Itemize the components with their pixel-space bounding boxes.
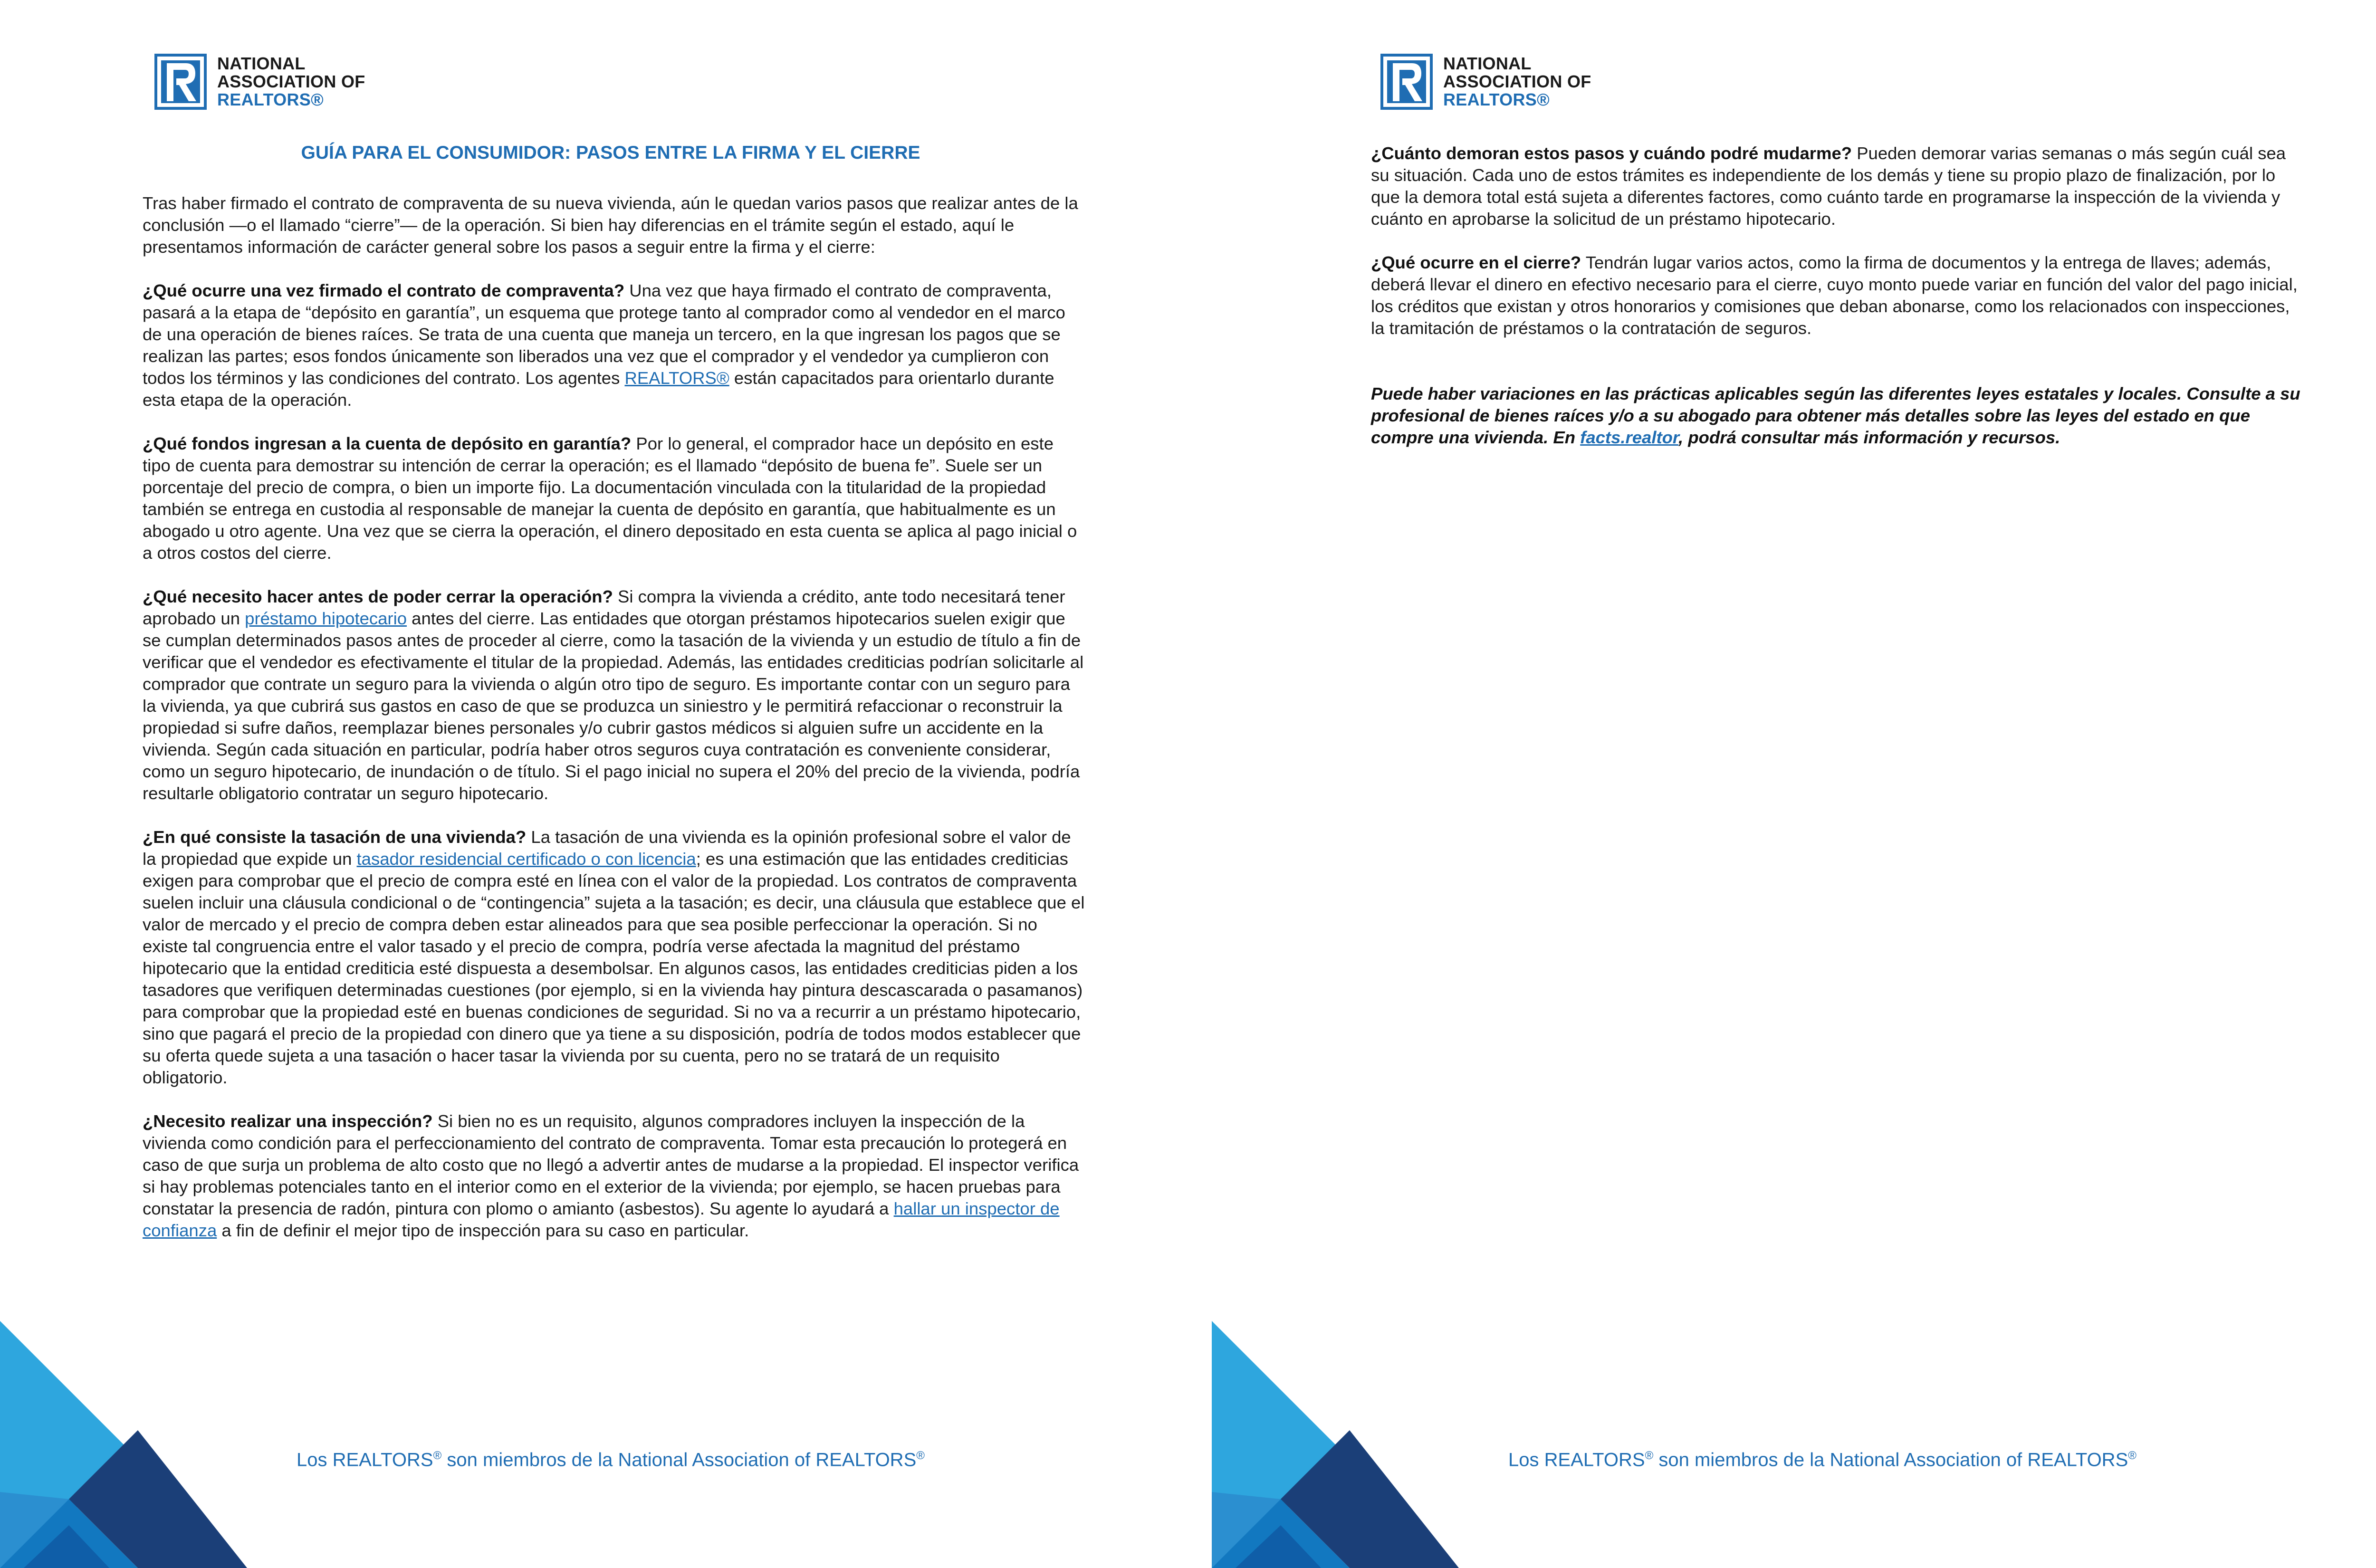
section-inspection bbox=[143, 1110, 1086, 1242]
mortgage-loan-link[interactable]: préstamo hipotecario bbox=[245, 609, 407, 628]
section-text: a fin de definir el mejor tipo de inspección para su caso en particular. bbox=[217, 1221, 749, 1240]
section-before-closing bbox=[143, 586, 1086, 804]
section-escrow-start bbox=[143, 280, 1086, 411]
disclaimer-note: Puede haber variaciones en las prácticas aplicables según las diferentes leyes estatales y locales. Consulte a su profesional de bienes raíces y/o a su abogado para obtener más detalles sobre las leyes del estado en que compre una vivienda. En facts.realtor, podrá consultar más información y recursos. bbox=[1371, 384, 2300, 447]
footer-membership-note: Los REALTORS® son miembros de la National Association of REALTORS® bbox=[1508, 1449, 2136, 1471]
intro-paragraph: Tras haber firmado el contrato de compraventa de su nueva vivienda, aún le quedan varios pasos que realizar antes de la conclusión —o el llamado “cierre”— de la operación. Si bien hay diferencias en el trámite según el estado, aquí le presentamos información de carácter general sobre los pasos a seguir entre la firma y el cierre: bbox=[143, 193, 1078, 257]
logo-wordmark bbox=[1443, 55, 1591, 109]
find-inspector-link[interactable]: hallar un inspector de confianza bbox=[143, 1199, 1060, 1240]
nar-logo bbox=[154, 53, 365, 110]
logo-line-3: REALTORS® bbox=[1443, 90, 1550, 109]
footer-membership-note: Los REALTORS® son miembros de la National Association of REALTORS® bbox=[297, 1449, 925, 1471]
logo-line-3: REALTORS® bbox=[217, 90, 324, 109]
facts-realtor-link[interactable]: facts.realtor bbox=[1580, 428, 1679, 447]
section-text: Tendrán lugar varios actos, como la firma de documentos y la entrega de llaves; además, deberá llevar el dinero en efectivo necesario para el cierre, cuyo monto puede variar en función del valor del pago inicial, los créditos que existan y otros honorarios y comisiones que deban abonarse, como los relacionados con inspecciones, la tramitación de préstamos o la contratación de seguros. bbox=[1371, 253, 2298, 338]
section-text: Una vez que haya firmado el contrato de compraventa, pasará a la etapa de “depósito en garantía”, un esquema que protege tanto al comprador como al vendedor en el marco de una operación de bienes raíces. Se trata de una cuenta que maneja un tercero, en la que ingresan los pagos que se realizan las partes; esos fondos únicamente son liberados una vez que el comprador y el vendedor ya cumplieron con todos los términos y las condiciones del contrato. Los agentes bbox=[143, 281, 1065, 388]
section-text: Por lo general, el comprador hace un depósito en este tipo de cuenta para demostrar su intención de cerrar la operación; es el llamado “depósito de buena fe”. Suele ser un porcentaje del precio de compra, o bien un importe fijo. La documentación vinculada con la titularidad de la propiedad también se entrega en custodia al responsable de manejar la cuenta de depósito en garantía, que habitualmente es un abogado u otro agente. Una vez que se cierra la operación, el dinero depositado en esta cuenta se aplica al pago inicial o a otros costos del cierre. bbox=[143, 434, 1077, 563]
section-appraisal bbox=[143, 826, 1086, 1089]
appraiser-link[interactable]: tasador residencial certificado o con licencia bbox=[356, 849, 696, 869]
corner-triangle-decoration bbox=[0, 1321, 247, 1568]
logo-wordmark bbox=[217, 55, 365, 109]
section-text: Pueden demorar varias semanas o más según cuál sea su situación. Cada uno de estos trámites es independiente de los demás y tiene su propio plazo de finalización, por lo que la demora total está sujeta a diferentes factores, como cuánto tarde en programarse la inspección de la vivienda y cuánto en aprobarse la solicitud de un préstamo hipotecario. bbox=[1371, 143, 2286, 229]
section-timing bbox=[1371, 143, 2302, 230]
question-heading: ¿Qué ocurre en el cierre? bbox=[1371, 253, 1581, 272]
section-escrow-funds bbox=[143, 433, 1086, 564]
section-text: ; es una estimación que las entidades crediticias exigen para comprobar que el precio de compra esté en línea con el valor de la propiedad. Los contratos de compraventa suelen incluir una cláusula condicional o de “contingencia” sujeta a la tasación; es decir, una cláusula que establece que el valor de mercado y el precio de compra deben estar alineados para que sea posible perfeccionar la operación. Si no existe tal congruencia entre el valor tasado y el precio de compra, podría verse afectada la magnitud del préstamo hipotecario que la entidad crediticia esté dispuesta a desembolsar. En algunos casos, las entidades crediticias piden a los tasadores que verifiquen determinadas cuestiones (por ejemplo, si en la vivienda hay pintura descascarada o pasamanos) para comprobar que la propiedad esté en buenas condiciones de seguridad. Si no va a recurrir a un préstamo hipotecario, sino que pagará el precio de la propiedad con dinero que ya tiene a su disposición, podría de todos modos establecer que su oferta quede sujeta a una tasación o hacer tasar la vivienda por su cuenta, pero no se tratará de un requisito obligatorio. bbox=[143, 849, 1085, 1087]
question-heading: ¿Qué fondos ingresan a la cuenta de depósito en garantía? bbox=[143, 434, 632, 453]
nar-logo bbox=[1380, 53, 1591, 110]
section-text: Si compra la vivienda a crédito, ante todo necesitará tener aprobado un bbox=[143, 587, 1065, 628]
page-title: GUÍA PARA EL CONSUMIDOR: PASOS ENTRE LA FIRMA Y EL CIERRE bbox=[301, 143, 920, 163]
section-text: están capacitados para orientarlo durante esta etapa de la operación. bbox=[143, 368, 1054, 410]
question-heading: ¿Qué necesito hacer antes de poder cerrar la operación? bbox=[143, 587, 613, 606]
section-text: La tasación de una vivienda es la opinión profesional sobre el valor de la propiedad que expide un bbox=[143, 827, 1071, 869]
realtors-link[interactable]: REALTORS® bbox=[624, 368, 729, 388]
logo-line-1: NATIONAL bbox=[1443, 54, 1532, 73]
logo-line-2: ASSOCIATION OF bbox=[217, 72, 365, 91]
corner-triangle-decoration bbox=[1212, 1321, 1459, 1568]
realtor-r-logo-icon bbox=[154, 54, 207, 110]
right-column-body bbox=[1371, 143, 2302, 470]
realtor-r-logo-icon bbox=[1380, 54, 1433, 110]
section-text: antes del cierre. Las entidades que otorgan préstamos hipotecarios suelen exigir que se cumplan determinados pasos antes de proceder al cierre, como la tasación de la vivienda y un estudio de título a fin de verificar que el vendedor es efectivamente el titular de la propiedad. Además, las entidades crediticias podrían solicitarle al comprador que contrate un seguro para la vivienda o algún otro tipo de seguro. Es importante contar con un seguro para la vivienda, ya que cubrirá sus gastos en caso de que se produzca un siniestro y le permitirá refaccionar o reconstruir la propiedad si sufre daños, reemplazar bienes personales y/o cubrir gastos médicos si alguien sufre un accidente en la vivienda. Según cada situación en particular, podría haber otros seguros cuya contratación es conveniente considerar, como un seguro hipotecario, de inundación o de título. Si el pago inicial no supera el 20% del precio de la vivienda, podría resultarle obligatorio contratar un seguro hipotecario. bbox=[143, 609, 1084, 803]
question-heading: ¿Necesito realizar una inspección? bbox=[143, 1111, 433, 1131]
question-heading: ¿Qué ocurre una vez firmado el contrato de compraventa? bbox=[143, 281, 625, 300]
logo-line-2: ASSOCIATION OF bbox=[1443, 72, 1591, 91]
logo-line-1: NATIONAL bbox=[217, 54, 306, 73]
section-closing bbox=[1371, 252, 2302, 339]
question-heading: ¿Cuánto demoran estos pasos y cuándo podré mudarme? bbox=[1371, 143, 1852, 163]
section-text: Si bien no es un requisito, algunos compradores incluyen la inspección de la vivienda como condición para el perfeccionamiento del contrato de compraventa. Tomar esta precaución lo protegerá en caso de que surja un problema de alto costo que no llegó a advertir antes de mudarse a la propiedad. El inspector verifica si hay problemas potenciales tanto en el interior como en el exterior de la vivienda; por ejemplo, se hacen pruebas para constatar la presencia de radón, pintura con plomo o amianto (asbestos). Su agente lo ayudará a bbox=[143, 1111, 1079, 1218]
question-heading: ¿En qué consiste la tasación de una vivienda? bbox=[143, 827, 527, 847]
page-2 bbox=[1212, 0, 2376, 1568]
left-column-body bbox=[143, 192, 1086, 1263]
